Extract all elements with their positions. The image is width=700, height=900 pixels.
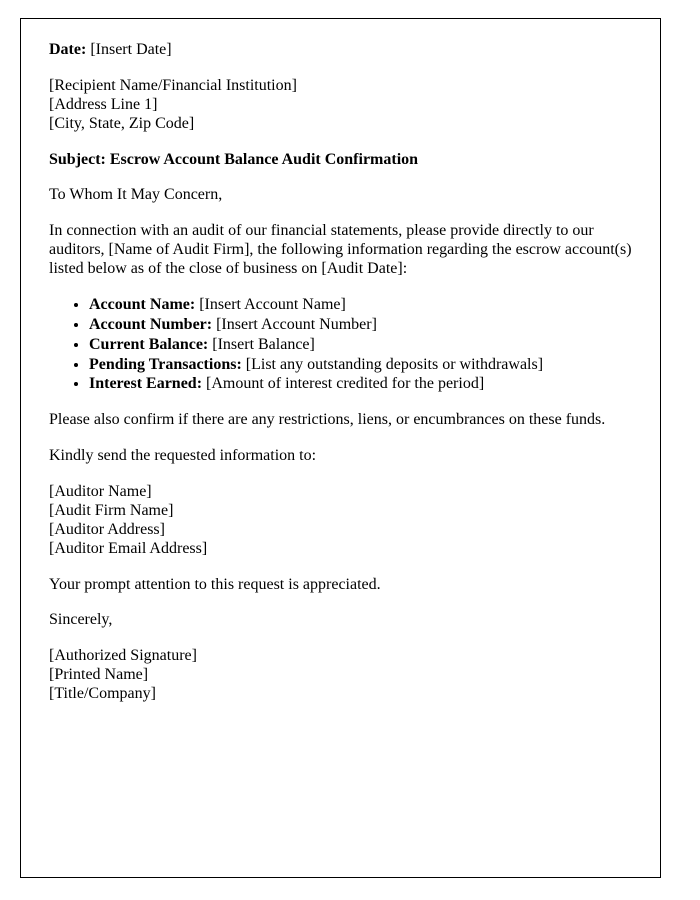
closing-paragraph: Your prompt attention to this request is appreciated.	[49, 575, 381, 593]
bullet-label: Account Number:	[89, 315, 213, 333]
bullet-label: Pending Transactions:	[89, 355, 242, 373]
bullet-value: [List any outstanding deposits or withdrawals]	[241, 355, 544, 373]
auditor-line: [Audit Firm Name]	[49, 501, 174, 519]
auditor-line: [Auditor Name]	[49, 483, 152, 500]
list-item	[89, 296, 632, 315]
subject-line: Subject: Escrow Account Balance Audit Confirmation	[49, 150, 419, 168]
list-item	[89, 336, 632, 355]
bullet-value: [Insert Balance]	[208, 335, 315, 353]
date-label: Date:	[49, 41, 87, 58]
bullet-label: Account Name:	[89, 295, 196, 313]
send-paragraph: Kindly send the requested information to:	[49, 447, 317, 465]
account-details-list	[49, 296, 632, 394]
list-item	[89, 316, 632, 335]
bullet-value: [Amount of interest credited for the period]	[202, 375, 485, 393]
recipient-address-block	[49, 77, 632, 134]
date-value: [Insert Date]	[86, 41, 172, 58]
auditor-address-block	[49, 483, 632, 559]
list-item	[89, 356, 632, 375]
recipient-line: [City, State, Zip Code]	[49, 114, 195, 132]
salutation: To Whom It May Concern,	[49, 186, 223, 204]
bullet-label: Current Balance:	[89, 335, 209, 353]
signature-line: [Authorized Signature]	[49, 647, 197, 665]
list-item	[89, 375, 632, 394]
bullet-label: Interest Earned:	[89, 375, 203, 393]
signature-line: [Printed Name]	[49, 666, 149, 684]
recipient-line: [Recipient Name/Financial Institution]	[49, 76, 297, 94]
signature-line: [Title/Company]	[49, 685, 156, 702]
auditor-line: [Auditor Address]	[49, 520, 165, 538]
letter-page	[20, 18, 661, 878]
auditor-line: [Auditor Email Address]	[49, 539, 208, 557]
signature-block	[49, 647, 632, 704]
confirm-paragraph: Please also confirm if there are any restrictions, liens, or encumbrances on these funds.	[49, 411, 606, 429]
intro-paragraph: In connection with an audit of our financial statements, please provide directly to our auditors, [Name of Audit Firm], the following information regarding the escrow account(s) listed below as of the close of business on [Audit Date]:	[49, 222, 632, 277]
bullet-value: [Insert Account Number]	[212, 315, 377, 333]
bullet-value: [Insert Account Name]	[195, 295, 346, 313]
recipient-line: [Address Line 1]	[49, 95, 158, 113]
date-line	[49, 41, 632, 60]
signoff: Sincerely,	[49, 611, 113, 629]
